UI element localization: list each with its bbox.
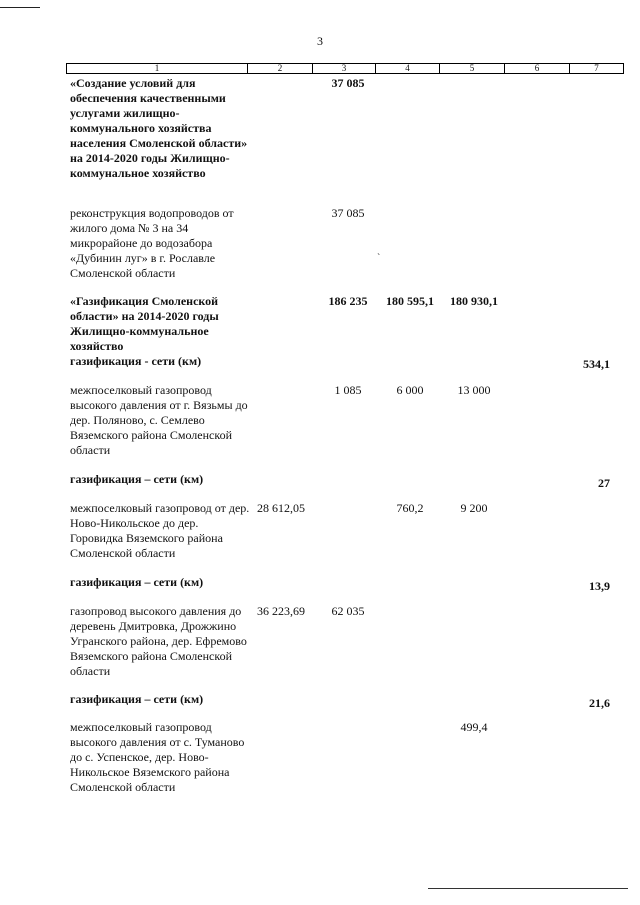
header-col-1: 1 <box>154 63 160 73</box>
item-col4: 760,2 <box>396 501 424 515</box>
section-title-housing: «Создание условий для обеспечения качественными услугами жилищно-коммунального хозяйства населения Смоленской области» на 2014-2020 годы Жилищно-коммунальное хозяйство <box>70 76 248 180</box>
list-item: межпоселковый газопровод высокого давления от г. Вязьмы до дер. Поляново, с. Семлево Вяземского района Смоленской области <box>70 383 248 457</box>
group-label: газификация - сети (км) <box>70 354 202 368</box>
bottom-rule <box>428 888 628 889</box>
header-col-3: 3 <box>312 64 375 73</box>
group-col7: 27 <box>598 476 610 490</box>
item-col3: 37 085 <box>331 206 365 220</box>
list-item: газопровод высокого давления до деревень Дмитровка, Дрожжино Угранского района, дер. Ефремово Вяземского района Смоленской области <box>70 604 247 678</box>
section-gas-col5: 180 930,1 <box>450 294 498 308</box>
item-col5: 9 200 <box>460 501 488 515</box>
page-number: 3 <box>317 34 323 48</box>
stray-mark: ˴ <box>377 248 381 259</box>
item-col4: 6 000 <box>396 383 424 397</box>
list-item: межпоселковый газопровод высокого давления от с. Туманово до с. Успенское, дер. Ново-Никольское Вяземского района Смоленской области <box>70 720 245 794</box>
group-col7: 534,1 <box>583 357 610 371</box>
top-rule <box>0 7 40 8</box>
item-col5: 499,4 <box>460 720 488 734</box>
header-col-4: 4 <box>375 64 439 73</box>
item-col3: 1 085 <box>334 383 362 397</box>
group-label: газификация – сети (км) <box>70 472 204 486</box>
group-label: газификация – сети (км) <box>70 575 204 589</box>
item-col3: 62 035 <box>331 604 365 618</box>
table-header-row <box>66 63 624 74</box>
group-col7: 13,9 <box>589 579 610 593</box>
list-item: реконструкция водопроводов от жилого дома № 3 на 34 микрорайоне до водозабора «Дубинин луг» в г. Рославле Смоленской области <box>70 206 234 280</box>
header-col-6: 6 <box>504 64 569 73</box>
section-title-gas: «Газификация Смоленской области» на 2014-2020 годы Жилищно-коммунальное хозяйство <box>70 294 219 353</box>
section-gas-col3: 186 235 <box>328 294 368 308</box>
section-housing-col3: 37 085 <box>331 76 365 90</box>
header-col-7: 7 <box>569 64 623 73</box>
item-col2: 36 223,69 <box>257 604 305 618</box>
item-col5: 13 000 <box>457 383 491 397</box>
section-gas-col4: 180 595,1 <box>386 294 434 308</box>
item-col2: 28 612,05 <box>257 501 305 515</box>
header-col-5: 5 <box>439 64 504 73</box>
header-col-2: 2 <box>247 64 312 73</box>
group-label: газификация – сети (км) <box>70 692 204 706</box>
list-item: межпоселковый газопровод от дер. Ново-Никольское до дер. Горовидка Вяземского района Смоленской области <box>70 501 250 560</box>
group-col7: 21,6 <box>589 696 610 710</box>
